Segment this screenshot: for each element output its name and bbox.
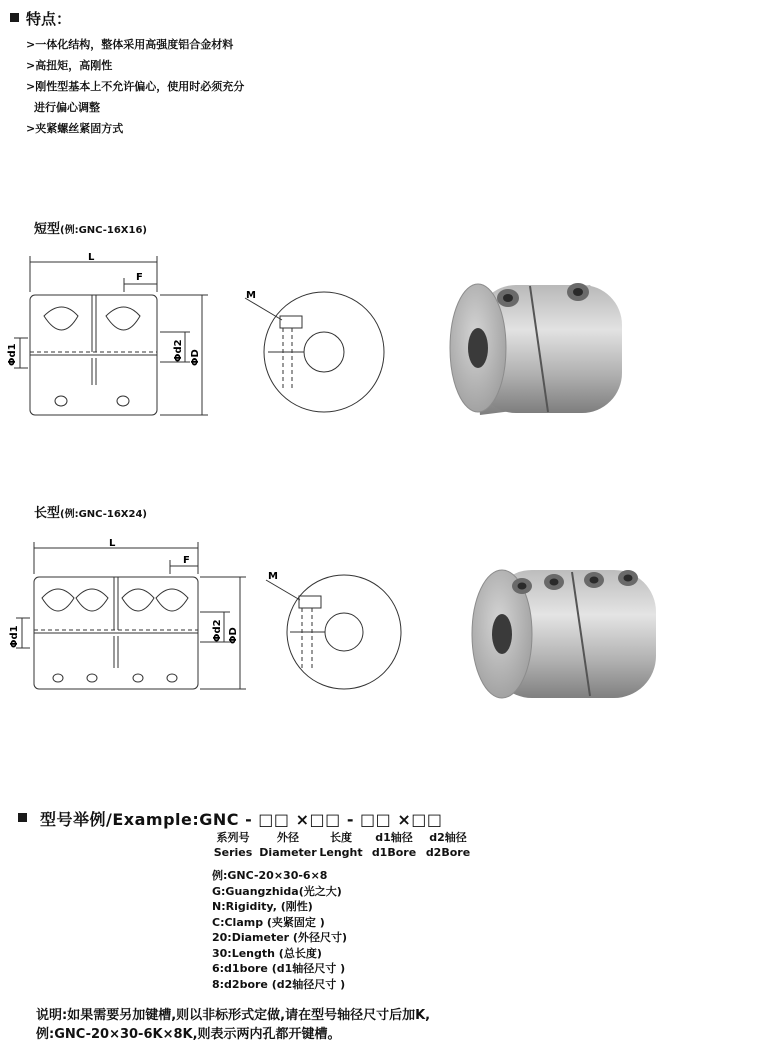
note-block xyxy=(36,1006,430,1044)
short-type-name: 短型 xyxy=(34,222,61,237)
long-coupling-photo xyxy=(472,570,656,698)
short-dim-F: F xyxy=(136,272,143,283)
short-dim-d2: Φd2 xyxy=(173,339,184,362)
example-list xyxy=(212,868,347,992)
example-line: C:Clamp (夹紧固定 ) xyxy=(212,915,325,929)
long-dim-d2: Φd2 xyxy=(212,619,223,642)
column-length xyxy=(316,830,366,860)
column-cn: d2轴径 xyxy=(429,831,467,844)
column-cn: 系列号 xyxy=(216,831,250,844)
short-type-label xyxy=(34,218,147,237)
column-cn: 长度 xyxy=(330,831,352,844)
short-dim-L: L xyxy=(88,252,95,263)
example-line: 20:Diameter (外径尺寸) xyxy=(212,931,347,944)
feature-item: >一体化结构，整体采用高强度铝合金材料 xyxy=(26,38,234,51)
example-line: 例:GNC-20×30-6×8 xyxy=(212,869,328,882)
short-type-example: (例:GNC-16X16) xyxy=(60,225,147,236)
long-side-view xyxy=(16,542,246,689)
column-cn: 外径 xyxy=(277,831,299,844)
note-line: 例:GNC-20×30-6K×8K,则表示两内孔都开键槽。 xyxy=(36,1027,341,1042)
short-dim-D: ΦD xyxy=(190,349,201,366)
long-type-example: (例:GNC-16X24) xyxy=(60,509,147,520)
short-dim-d1: Φd1 xyxy=(7,343,18,366)
features-title: 特点： xyxy=(26,10,72,28)
example-line: 30:Length (总长度) xyxy=(212,946,322,960)
note-line: 说明:如果需要另加键槽,则以非标形式定做,请在型号轴径尺寸后加K, xyxy=(36,1008,431,1023)
long-dim-d1: Φd1 xyxy=(9,625,20,648)
feature-item: >高扭矩，高刚性 xyxy=(26,59,113,72)
long-type-drawings xyxy=(0,530,780,710)
short-type-drawings xyxy=(0,240,780,430)
example-line: 8:d2bore (d2轴径尺寸 ) xyxy=(212,977,346,991)
short-end-view xyxy=(245,292,384,412)
column-en: Diameter xyxy=(259,846,317,859)
column-d2bore xyxy=(422,830,474,860)
short-coupling-photo xyxy=(450,283,622,415)
short-dim-M: M xyxy=(246,290,256,301)
example-heading: 型号举例/Example:GNC - □□ ×□□ - □□ ×□□ xyxy=(40,810,443,829)
column-en: Series xyxy=(213,846,253,859)
long-dim-M: M xyxy=(268,571,278,582)
column-en: d1Bore xyxy=(371,846,417,859)
example-line: N:Rigidity, (刚性) xyxy=(212,900,313,913)
bullet-square-icon xyxy=(10,13,19,22)
feature-item: >夹紧螺丝紧固方式 xyxy=(26,122,124,135)
long-dim-D: ΦD xyxy=(228,627,239,644)
column-series xyxy=(206,830,260,860)
long-type-name: 长型 xyxy=(34,506,61,521)
long-end-view xyxy=(266,575,401,689)
feature-item: 进行偏心调整 xyxy=(34,101,100,114)
column-d1bore xyxy=(368,830,420,860)
column-en: Lenght xyxy=(319,846,363,859)
column-diameter xyxy=(258,830,318,860)
column-en: d2Bore xyxy=(425,846,471,859)
long-dim-F: F xyxy=(183,555,190,566)
bullet-square-icon xyxy=(18,813,27,822)
example-line: G:Guangzhida(光之大) xyxy=(212,884,342,898)
short-side-view xyxy=(14,256,208,415)
long-type-label xyxy=(34,502,147,521)
column-cn: d1轴径 xyxy=(375,831,413,844)
example-line: 6:d1bore (d1轴径尺寸 ) xyxy=(212,962,346,975)
long-dim-L: L xyxy=(109,538,116,549)
feature-item: >刚性型基本上不允许偏心，使用时必须充分 xyxy=(26,80,245,93)
